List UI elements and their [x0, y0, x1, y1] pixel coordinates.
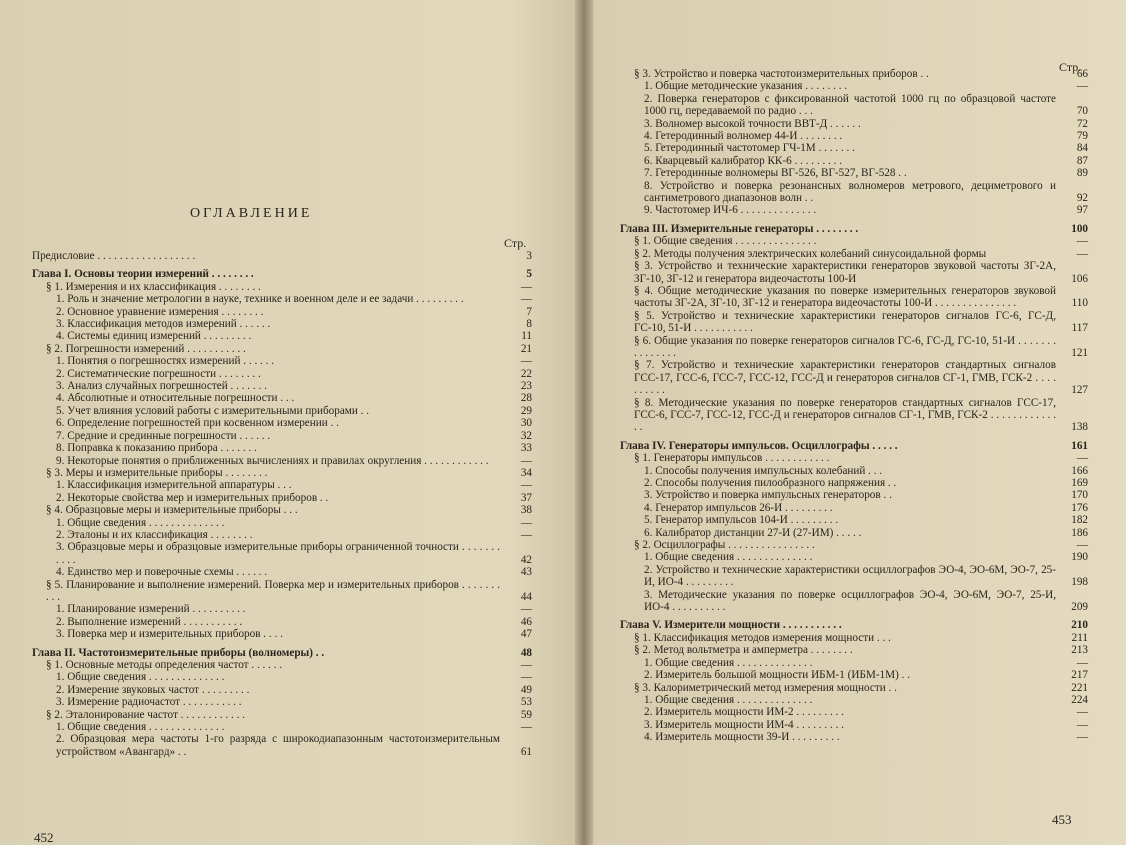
toc-entry	[32, 343, 532, 355]
toc-entry	[620, 310, 1088, 335]
toc-entry	[32, 405, 532, 417]
toc-entry-page: 97	[1076, 204, 1088, 217]
toc-entry	[620, 694, 1088, 706]
toc-entry-page: 213	[1071, 644, 1088, 657]
toc-entry	[32, 250, 532, 262]
toc-entry-page: —	[520, 528, 532, 541]
toc-entry-title: Предисловие . . . . . . . . . . . . . . . . . .	[32, 250, 196, 262]
toc-entry-page: 198	[1071, 576, 1088, 589]
toc-entry	[32, 380, 532, 392]
toc-entry-title: § 2. Метод вольтметра и амперметра . . . . . . . .	[634, 644, 853, 657]
toc-entry	[620, 644, 1088, 656]
toc-entry	[620, 93, 1088, 118]
toc-entry-title: 7. Гетеродинные волномеры ВГ-526, ВГ-527, ВГ-528 . .	[644, 167, 907, 180]
toc-entry-title: § 1. Основные методы определения частот . . . . . .	[46, 659, 283, 671]
toc-entry-page: 182	[1071, 514, 1088, 527]
toc-entry-title: 3. Поверка мер и измерительных приборов . . . .	[56, 628, 283, 641]
page-title: ОГЛАВЛЕНИЕ	[190, 206, 313, 221]
toc-entry-page: 87	[1076, 154, 1088, 167]
toc-entry-page: 5	[526, 268, 532, 281]
toc-entry-title: 3. Образцовые меры и образцовые измерительные приборы ограниченной точности . . . . . . . . . . .	[56, 541, 500, 566]
toc-entry-title: 4. Гетеродинный волномер 44-И . . . . . . . .	[644, 130, 843, 143]
toc-entry	[32, 616, 532, 628]
toc-entry-title: 4. Системы единиц измерений . . . . . . . . .	[56, 330, 252, 343]
toc-entry	[32, 696, 532, 708]
toc-chapter-entry	[32, 268, 532, 280]
toc-entry-title: 2. Измерение звуковых частот . . . . . . . . .	[56, 683, 250, 696]
toc-entry-title: 2. Поверка генераторов с фиксированной частотой 1000 гц по образцовой частоте 1000 гц, передаваемой по радио . . .	[644, 92, 1056, 118]
toc-entry-page: 33	[520, 442, 532, 455]
toc-entry-page: 127	[1071, 384, 1088, 397]
toc-entry-page: 138	[1071, 421, 1088, 434]
toc-entry	[620, 539, 1088, 551]
toc-entry-title: § 4. Образцовые меры и измерительные приборы . . .	[46, 504, 298, 517]
toc-entry-page: —	[520, 671, 532, 684]
toc-entry-page: 169	[1071, 477, 1088, 489]
toc-entry-title: 2. Эталоны и их классификация . . . . . . . .	[56, 528, 253, 541]
toc-entry	[32, 281, 532, 293]
toc-entry	[620, 397, 1088, 434]
toc-entry-page: —	[1076, 247, 1088, 260]
toc-entry-page: 42	[520, 553, 532, 566]
toc-entry	[620, 682, 1088, 694]
toc-entry	[32, 442, 532, 454]
toc-entry-page: —	[520, 721, 532, 734]
toc-entry-title: Глава III. Измерительные генераторы . . . . . . . .	[620, 222, 859, 235]
toc-entry-page: 176	[1071, 501, 1088, 514]
toc-entry-title: 4. Абсолютные и относительные погрешности . . .	[56, 392, 295, 405]
toc-entry-page: —	[1076, 539, 1088, 552]
toc-entry-page: 72	[1076, 117, 1088, 130]
toc-entry-title: 2. Некоторые свойства мер и измерительных приборов . .	[56, 491, 329, 504]
toc-entry-title: Глава IV. Генераторы импульсов. Осциллографы . . . . .	[620, 439, 898, 452]
toc-entry	[620, 335, 1088, 360]
toc-entry-title: 4. Единство мер и поверочные схемы . . . . . .	[56, 566, 268, 579]
toc-entry-title: 1. Понятия о погрешностях измерений . . . . . .	[56, 355, 275, 368]
toc-entry	[620, 657, 1088, 669]
toc-entry-page: 11	[521, 330, 532, 343]
toc-entry-title: § 5. Устройство и технические характеристики генераторов сигналов ГС-6, ГС-Д, ГС-10, 51-И . . . . . . . . . . .	[634, 309, 1056, 335]
toc-entry-page: 46	[520, 615, 532, 628]
toc-entry-title: § 3. Устройство и поверка частотоизмерительных приборов . .	[634, 68, 929, 80]
toc-entry-page: 44	[520, 590, 532, 603]
toc-entry-title: 2. Образцовая мера частоты 1-го разряда с широкодиапазонным частотоизмерительным устройством «Авангард» . .	[56, 733, 500, 758]
toc-entry	[32, 684, 532, 696]
toc-entry-page: 53	[520, 696, 532, 709]
toc-entry-page: —	[520, 516, 532, 529]
toc-entry-page: 224	[1071, 693, 1088, 706]
toc-entry-page: 166	[1071, 464, 1088, 477]
toc-entry	[620, 465, 1088, 477]
toc-entry	[620, 564, 1088, 589]
toc-entry-title: 3. Анализ случайных погрешностей . . . . . . .	[56, 380, 267, 393]
toc-entry-page: 34	[520, 466, 532, 479]
toc-entry	[620, 489, 1088, 501]
toc-entry	[620, 706, 1088, 718]
toc-entry	[32, 517, 532, 529]
toc-entry-title: Глава II. Частотоизмерительные приборы (волномеры) . .	[32, 646, 325, 659]
toc-entry-title: § 3. Устройство и технические характеристики генераторов звуковой частоты ЗГ-2А, ЗГ-10, ЗГ-12 и генератора видеочастоты 100-И	[634, 260, 1056, 285]
toc-entry	[32, 671, 532, 683]
toc-entry-page: 59	[520, 708, 532, 721]
toc-entry	[620, 204, 1088, 216]
toc-entry	[620, 731, 1088, 743]
toc-entry-title: § 2. Погрешности измерений . . . . . . . . . . .	[46, 342, 246, 355]
toc-entry-page: 3	[526, 250, 532, 262]
toc-entry	[620, 551, 1088, 563]
toc-entry-title: 2. Измеритель большой мощности ИБМ-1 (ИБМ-1М) . .	[644, 669, 911, 682]
toc-entry	[620, 142, 1088, 154]
toc-entry-title: 5. Генератор импульсов 104-И . . . . . . . . .	[644, 514, 839, 527]
toc-entry-title: § 1. Общие сведения . . . . . . . . . . . . . . .	[634, 235, 817, 248]
toc-entry-page: —	[520, 355, 532, 368]
toc-entry-title: Глава V. Измерители мощности . . . . . . . . . . .	[620, 619, 842, 632]
toc-entry-page: —	[1076, 656, 1088, 669]
toc-entry	[620, 359, 1088, 396]
toc-entry	[32, 721, 532, 733]
toc-entry-page: 70	[1076, 105, 1088, 118]
toc-chapter-entry	[620, 440, 1088, 452]
toc-entry	[620, 669, 1088, 681]
toc-entry	[32, 355, 532, 367]
toc-entry-page: —	[1076, 731, 1088, 744]
toc-entry-title: 1. Общие методические указания . . . . . . . .	[644, 80, 848, 93]
toc-entry-page: 28	[520, 392, 532, 405]
toc-entry-title: § 1. Генераторы импульсов . . . . . . . . . . . .	[634, 452, 830, 465]
toc-entry-title: § 7. Устройство и технические характеристики генераторов стандартных сигналов ГСС-17, ГСС-6, ГСС-7, ГСС-12, ГСС-Д и генераторов сигналов СГ-1, ГМВ, ГСК-2 . . . . . . . . . .	[634, 359, 1056, 397]
toc-entry-title: 8. Поправка к показанию прибора . . . . . . .	[56, 442, 257, 455]
toc-entry-page: 37	[520, 491, 532, 504]
right-page	[592, 0, 1126, 845]
toc-entry-title: 1. Способы получения импульсных колебаний . . .	[644, 464, 883, 477]
toc-entry-title: 2. Измеритель мощности ИМ-2 . . . . . . . . .	[644, 706, 844, 719]
toc-entry	[32, 430, 532, 442]
toc-entry-title: 1. Общие сведения . . . . . . . . . . . . . .	[56, 721, 225, 734]
toc-entry	[32, 330, 532, 342]
toc-entry	[620, 527, 1088, 539]
toc-entry-title: 2. Основное уравнение измерения . . . . . . . .	[56, 305, 264, 318]
toc-chapter-entry	[620, 223, 1088, 235]
book-gutter	[575, 0, 593, 845]
toc-entry	[32, 479, 532, 491]
toc-entry	[620, 130, 1088, 142]
toc-entry-page: 209	[1071, 601, 1088, 614]
toc-entry-page: 22	[520, 367, 532, 380]
toc-entry-page: 161	[1071, 439, 1088, 452]
toc-entry-page: 61	[520, 745, 532, 758]
toc-entry-title: 1. Общие сведения . . . . . . . . . . . . . .	[56, 671, 225, 684]
toc-entry-page: 186	[1071, 526, 1088, 539]
toc-entry-page: 23	[520, 380, 532, 393]
toc-entry-page: 30	[520, 417, 532, 430]
toc-entry	[32, 492, 532, 504]
toc-entry-title: 9. Частотомер ИЧ-6 . . . . . . . . . . . . . .	[644, 204, 817, 217]
toc-entry-title: 2. Способы получения пилообразного напряжения . .	[644, 477, 897, 489]
toc-entry	[32, 566, 532, 578]
toc-entry-page: 121	[1071, 346, 1088, 359]
toc-entry-title: 5. Гетеродинный частотомер ГЧ-1М . . . . . . .	[644, 142, 855, 155]
toc-entry-page: 100	[1071, 222, 1088, 235]
toc-entry	[32, 709, 532, 721]
toc-entry-page: —	[520, 293, 532, 306]
toc-entry	[620, 452, 1088, 464]
page-column-header: Стр.	[1059, 60, 1082, 74]
toc-entry-title: 8. Устройство и поверка резонансных волномеров метрового, дециметрового и сантиметрового диапазонов волн . .	[644, 179, 1056, 205]
toc-entry-page: 89	[1076, 167, 1088, 180]
toc-entry	[620, 260, 1088, 285]
toc-entry	[620, 285, 1088, 310]
toc-entry-page: 217	[1071, 669, 1088, 682]
toc-entry-title: 4. Генератор импульсов 26-И . . . . . . . . .	[644, 501, 833, 514]
toc-entry-title: 9. Некоторые понятия о приближенных вычислениях и правилах округления . . . . . . . . . . . .	[56, 454, 489, 467]
toc-entry-title: § 6. Общие указания по поверке генераторов сигналов ГС-6, ГС-Д, ГС-10, 51-И . . . . . . . . . . . . . . .	[634, 334, 1056, 359]
toc-entry-title: 1. Общие сведения . . . . . . . . . . . . . .	[644, 693, 813, 706]
toc-entry-page: —	[520, 603, 532, 616]
toc-entry-page: 48	[520, 646, 532, 659]
toc-entry	[620, 235, 1088, 247]
toc-entry-page: 110	[1071, 297, 1088, 310]
toc-list-left	[32, 250, 532, 758]
toc-entry-title: 4. Измеритель мощности 39-И . . . . . . . . .	[644, 731, 840, 744]
toc-entry	[620, 68, 1088, 80]
toc-entry-page: —	[1076, 235, 1088, 248]
toc-entry-title: 6. Определение погрешностей при косвенном измерении . .	[56, 417, 339, 430]
toc-entry-page: 79	[1076, 130, 1088, 143]
toc-entry-page: —	[1076, 80, 1088, 93]
toc-entry-page: 190	[1071, 551, 1088, 564]
toc-entry	[620, 80, 1088, 92]
toc-entry	[32, 733, 532, 758]
toc-entry	[620, 514, 1088, 526]
toc-entry	[32, 529, 532, 541]
toc-entry	[620, 589, 1088, 614]
toc-list-right	[620, 68, 1088, 744]
toc-entry	[620, 167, 1088, 179]
toc-entry	[32, 293, 532, 305]
toc-entry	[620, 719, 1088, 731]
toc-entry	[32, 467, 532, 479]
toc-entry-page: —	[520, 280, 532, 293]
page-number: 452	[34, 830, 54, 845]
toc-entry-title: § 5. Планирование и выполнение измерений. Поверка мер и измерительных приборов . . . . . . . . . .	[46, 578, 500, 603]
toc-entry-title: 3. Измерение радиочастот . . . . . . . . . . .	[56, 696, 242, 709]
toc-entry-title: § 2. Осциллографы . . . . . . . . . . . . . . . .	[634, 539, 815, 552]
page-number: 453	[1052, 812, 1072, 827]
toc-entry-title: 5. Учет влияния условий работы с измерительными приборами . .	[56, 404, 370, 417]
toc-entry-title: § 3. Калориметрический метод измерения мощности . .	[634, 681, 897, 694]
toc-entry-title: § 2. Методы получения электрических колебаний синусоидальной формы	[634, 247, 987, 260]
toc-entry-title: 2. Устройство и технические характеристики осциллографов ЭО-4, ЭО-6М, ЭО-7, 25-И, ИО-4 . . . . . . . . .	[644, 563, 1056, 589]
toc-entry	[32, 392, 532, 404]
toc-entry-page: —	[520, 454, 532, 467]
toc-entry-page: 106	[1071, 272, 1088, 285]
toc-entry-title: 3. Методические указания по поверке осциллографов ЭО-4, ЭО-6М, ЭО-7, 25-И, ИО-4 . . . . . . . . . .	[644, 588, 1056, 614]
toc-entry-title: 6. Калибратор дистанции 27-И (27-ИМ) . . . . .	[644, 526, 862, 539]
toc-entry	[32, 541, 532, 566]
toc-entry	[620, 477, 1088, 489]
toc-entry-title: 1. Общие сведения . . . . . . . . . . . . . .	[644, 656, 813, 669]
toc-entry	[32, 659, 532, 671]
toc-entry	[32, 579, 532, 604]
toc-entry-page: 47	[520, 628, 532, 641]
page-column-header: Стр.	[504, 236, 527, 250]
toc-chapter-entry	[32, 647, 532, 659]
toc-entry-page: 49	[520, 683, 532, 696]
toc-entry-page: —	[1076, 452, 1088, 465]
toc-entry-title: § 8. Методические указания по поверке генераторов стандартных сигналов ГСС-17, ГСС-6, ГСС-7, ГСС-12, ГСС-Д и генераторов сигналов СГ-1, ГМВ, ГСК-2 . . . . . . . . . . . . . .	[634, 396, 1056, 434]
toc-entry-title: 2. Выполнение измерений . . . . . . . . . . .	[56, 615, 243, 628]
toc-entry-page: 92	[1076, 192, 1088, 205]
toc-entry-title: 1. Роль и значение метрологии в науке, технике и военном деле и ее задачи . . . . . . . . .	[56, 293, 464, 306]
toc-entry	[620, 180, 1088, 205]
toc-entry-title: Глава I. Основы теории измерений . . . . . . . .	[32, 268, 254, 281]
toc-entry-page: —	[1076, 718, 1088, 731]
toc-entry-title: 6. Кварцевый калибратор КК-6 . . . . . . . . .	[644, 154, 843, 167]
toc-entry-page: —	[520, 479, 532, 492]
toc-entry	[620, 155, 1088, 167]
toc-entry	[32, 417, 532, 429]
toc-entry	[32, 455, 532, 467]
toc-entry-page: 21	[520, 342, 532, 355]
toc-entry-page: 117	[1071, 322, 1088, 335]
toc-entry-page: 211	[1071, 631, 1088, 644]
toc-entry	[620, 248, 1088, 260]
toc-entry-title: 1. Общие сведения . . . . . . . . . . . . . .	[56, 516, 225, 529]
toc-entry-title: § 4. Общие методические указания по поверке измерительных генераторов звуковой частоты ЗГ-2А, ЗГ-10, ЗГ-12 и генератора видеочастоты 100-И . . . . . . . . . . . . . . .	[634, 284, 1056, 310]
toc-entry-title: 3. Волномер высокой точности ВВТ-Д . . . . . .	[644, 117, 861, 130]
toc-entry-title: 1. Общие сведения . . . . . . . . . . . . . .	[644, 551, 813, 564]
toc-entry	[620, 502, 1088, 514]
toc-entry-page: 66	[1076, 68, 1088, 80]
toc-chapter-entry	[620, 619, 1088, 631]
toc-entry	[32, 628, 532, 640]
toc-entry-page: 210	[1071, 619, 1088, 632]
toc-entry-title: 1. Классификация измерительной аппаратуры . . .	[56, 479, 292, 492]
toc-entry-page: 32	[520, 429, 532, 442]
toc-entry	[32, 603, 532, 615]
toc-entry-page: 221	[1071, 681, 1088, 694]
toc-entry-page: 170	[1071, 489, 1088, 502]
toc-entry-title: § 1. Измерения и их классификация . . . . . . . .	[46, 280, 261, 293]
toc-entry-page: 43	[520, 566, 532, 579]
toc-entry-page: —	[520, 659, 532, 671]
toc-entry	[32, 306, 532, 318]
toc-entry-title: § 3. Меры и измерительные приборы . . . . . . . .	[46, 466, 268, 479]
toc-entry	[32, 504, 532, 516]
toc-entry-page: 84	[1076, 142, 1088, 155]
toc-entry-page: —	[1076, 706, 1088, 719]
toc-entry	[32, 318, 532, 330]
toc-entry-page: 29	[520, 404, 532, 417]
toc-entry	[32, 368, 532, 380]
toc-entry-title: § 2. Эталонирование частот . . . . . . . . . . . .	[46, 708, 245, 721]
toc-entry	[620, 632, 1088, 644]
toc-entry-title: 2. Систематические погрешности . . . . . . . .	[56, 367, 261, 380]
toc-entry	[620, 118, 1088, 130]
toc-entry-title: 1. Планирование измерений . . . . . . . . . .	[56, 603, 246, 616]
toc-entry-title: 3. Классификация методов измерений . . . . . .	[56, 318, 271, 331]
toc-entry-title: 7. Средние и срединные погрешности . . . . . .	[56, 429, 271, 442]
toc-entry-title: § 1. Классификация методов измерения мощности . . .	[634, 631, 891, 644]
toc-entry-page: 8	[526, 318, 532, 331]
toc-entry-page: 7	[526, 305, 532, 318]
toc-entry-title: 3. Измеритель мощности ИМ-4 . . . . . . . . .	[644, 718, 844, 731]
toc-entry-title: 3. Устройство и поверка импульсных генераторов . .	[644, 489, 892, 502]
toc-entry-page: 38	[520, 504, 532, 517]
